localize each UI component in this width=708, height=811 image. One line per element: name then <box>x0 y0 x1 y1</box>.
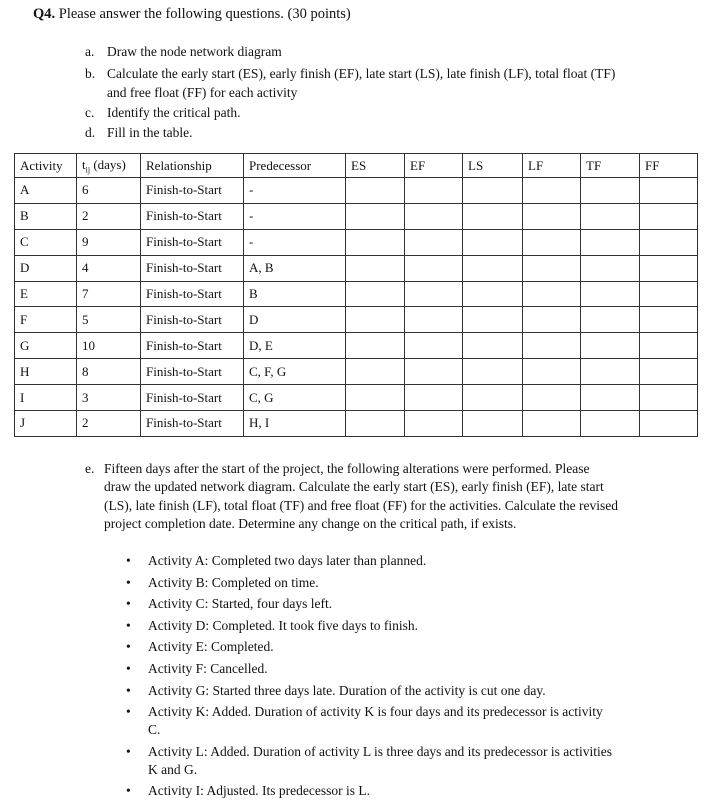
alteration-text: Activity E: Completed. <box>148 639 274 655</box>
answer-cell-es <box>346 255 405 281</box>
alteration-text: Activity D: Completed. It took five days to finish. <box>148 617 418 633</box>
table-row <box>15 203 698 229</box>
activity-cell: I <box>15 385 77 411</box>
header-ef: EF <box>405 154 463 178</box>
header-relationship: Relationship <box>141 154 244 178</box>
predecessor-cell: H, I <box>244 411 346 437</box>
alterations-list <box>126 552 618 804</box>
duration-cell: 2 <box>77 203 141 229</box>
answer-cell-ls <box>463 307 523 333</box>
subpart-marker: c. <box>85 105 95 120</box>
duration-cell: 7 <box>77 281 141 307</box>
activity-cell: B <box>15 203 77 229</box>
table-row <box>15 178 698 204</box>
activity-cell: F <box>15 307 77 333</box>
alteration-text: Activity F: Cancelled. <box>148 660 268 676</box>
answer-cell-lf <box>523 281 581 307</box>
answer-cell-ef <box>405 281 463 307</box>
answer-cell-lf <box>523 307 581 333</box>
header-predecessor: Predecessor <box>244 154 346 178</box>
answer-cell-ls <box>463 255 523 281</box>
activity-cell: E <box>15 281 77 307</box>
alteration-item <box>126 743 618 779</box>
table-row <box>15 359 698 385</box>
subpart-text: Fill in the table. <box>107 125 193 140</box>
answer-cell-ef <box>405 229 463 255</box>
header-ff: FF <box>640 154 698 178</box>
subpart-text: Calculate the early start (ES), early finish (EF), late start (LS), late finish (LF), total float (TF) and free float (FF) for each activity <box>107 66 616 100</box>
answer-cell-tf <box>581 385 640 411</box>
subpart-d <box>85 123 645 142</box>
table-row <box>15 255 698 281</box>
answer-cell-tf <box>581 281 640 307</box>
alteration-item <box>126 617 618 635</box>
predecessor-cell: D <box>244 307 346 333</box>
answer-cell-es <box>346 307 405 333</box>
duration-cell: 6 <box>77 178 141 204</box>
alteration-text: Activity L: Added. Duration of activity L is three days and its predecessor is activities K and G. <box>148 743 613 777</box>
answer-cell-ef <box>405 203 463 229</box>
predecessor-cell: B <box>244 281 346 307</box>
duration-cell: 5 <box>77 307 141 333</box>
activity-cell: A <box>15 178 77 204</box>
bullet-icon: • <box>126 682 131 698</box>
answer-cell-tf <box>581 307 640 333</box>
bullet-icon: • <box>126 704 131 720</box>
predecessor-cell: C, F, G <box>244 359 346 385</box>
bullet-icon: • <box>126 553 131 568</box>
bullet-icon: • <box>126 596 131 612</box>
answer-cell-es <box>346 333 405 359</box>
alteration-text: Activity C: Started, four days left. <box>148 596 333 612</box>
answer-cell-ls <box>463 385 523 411</box>
answer-cell-ef <box>405 307 463 333</box>
duration-cell: 2 <box>77 411 141 437</box>
header-lf: LF <box>523 154 581 178</box>
header-duration: $t_{ij}$ (days) <box>77 154 141 178</box>
subpart-b <box>85 64 645 102</box>
relationship-cell: Finish-to-Start <box>141 178 244 204</box>
duration-cell: 8 <box>77 359 141 385</box>
question-number: Q4. <box>33 6 56 22</box>
answer-cell-ls <box>463 359 523 385</box>
relationship-cell: Finish-to-Start <box>141 385 244 411</box>
predecessor-cell: - <box>244 229 346 255</box>
bullet-icon: • <box>126 783 131 799</box>
answer-cell-tf <box>581 203 640 229</box>
answer-cell-tf <box>581 359 640 385</box>
duration-cell: 9 <box>77 229 141 255</box>
answer-cell-lf <box>523 255 581 281</box>
subpart-text: Identify the critical path. <box>107 105 241 120</box>
question-title <box>33 6 351 23</box>
answer-cell-ef <box>405 411 463 437</box>
bullet-icon: • <box>126 660 131 676</box>
relationship-cell: Finish-to-Start <box>141 203 244 229</box>
relationship-cell: Finish-to-Start <box>141 281 244 307</box>
table-row <box>15 385 698 411</box>
predecessor-cell: - <box>244 203 346 229</box>
answer-cell-ef <box>405 333 463 359</box>
relationship-cell: Finish-to-Start <box>141 333 244 359</box>
bullet-icon: • <box>126 617 131 633</box>
answer-cell-tf <box>581 178 640 204</box>
answer-cell-lf <box>523 359 581 385</box>
answer-cell-ef <box>405 359 463 385</box>
answer-cell-ef <box>405 178 463 204</box>
answer-cell-tf <box>581 229 640 255</box>
alteration-text: Activity A: Completed two days later than planned. <box>148 553 427 568</box>
answer-cell-es <box>346 203 405 229</box>
answer-cell-ff <box>640 307 698 333</box>
activity-cell: D <box>15 255 77 281</box>
subpart-text: Draw the node network diagram <box>107 44 282 59</box>
answer-cell-ef <box>405 385 463 411</box>
answer-cell-ls <box>463 333 523 359</box>
answer-cell-ls <box>463 281 523 307</box>
table-row <box>15 307 698 333</box>
duration-cell: 10 <box>77 333 141 359</box>
answer-cell-ls <box>463 203 523 229</box>
alteration-item <box>126 782 618 800</box>
table-row <box>15 229 698 255</box>
answer-cell-ef <box>405 255 463 281</box>
answer-cell-es <box>346 178 405 204</box>
answer-cell-lf <box>523 229 581 255</box>
answer-cell-ff <box>640 203 698 229</box>
answer-cell-ff <box>640 359 698 385</box>
answer-cell-tf <box>581 333 640 359</box>
activity-cell: G <box>15 333 77 359</box>
answer-cell-ls <box>463 411 523 437</box>
header-tf: TF <box>581 154 640 178</box>
answer-cell-es <box>346 229 405 255</box>
answer-cell-ff <box>640 411 698 437</box>
subpart-marker: a. <box>85 44 95 59</box>
answer-cell-ff <box>640 333 698 359</box>
answer-cell-tf <box>581 255 640 281</box>
answer-cell-es <box>346 359 405 385</box>
answer-cell-lf <box>523 411 581 437</box>
activity-cell: C <box>15 229 77 255</box>
header-es: ES <box>346 154 405 178</box>
activity-cell: H <box>15 359 77 385</box>
alteration-item <box>126 660 618 678</box>
alteration-text: Activity I: Adjusted. Its predecessor is L. <box>148 783 370 799</box>
predecessor-cell: - <box>244 178 346 204</box>
bullet-icon: • <box>126 574 131 590</box>
answer-cell-es <box>346 385 405 411</box>
header-ls: LS <box>463 154 523 178</box>
subpart-marker: b. <box>85 66 96 81</box>
bullet-icon: • <box>126 639 131 655</box>
answer-cell-ff <box>640 281 698 307</box>
answer-cell-lf <box>523 385 581 411</box>
predecessor-cell: C, G <box>244 385 346 411</box>
answer-cell-ff <box>640 229 698 255</box>
answer-cell-lf <box>523 333 581 359</box>
subpart-c <box>85 103 645 122</box>
answer-cell-ls <box>463 178 523 204</box>
table-row <box>15 411 698 437</box>
relationship-cell: Finish-to-Start <box>141 359 244 385</box>
answer-cell-es <box>346 281 405 307</box>
answer-cell-ff <box>640 385 698 411</box>
predecessor-cell: D, E <box>244 333 346 359</box>
activity-table <box>14 153 698 437</box>
answer-cell-ff <box>640 178 698 204</box>
duration-cell: 4 <box>77 255 141 281</box>
alteration-item <box>126 595 618 613</box>
subpart-a <box>85 42 645 61</box>
question-text: Please answer the following questions. (30 points) <box>58 6 351 22</box>
relationship-cell: Finish-to-Start <box>141 307 244 333</box>
part-e-text: Fifteen days after the start of the project, the following alterations were performed. Please draw the updated network diagram. Calculate the early start (ES), early finish (EF), late start (LS), late finish (LF), total float (TF) and free float (FF) for the activities. Calculate the revised project completion date. Determine any change on the critical path, if exists. <box>104 461 618 531</box>
part-e-marker: e. <box>85 461 95 476</box>
relationship-cell: Finish-to-Start <box>141 255 244 281</box>
table-row <box>15 333 698 359</box>
answer-cell-tf <box>581 411 640 437</box>
table-row <box>15 281 698 307</box>
bullet-icon: • <box>126 743 131 759</box>
relationship-cell: Finish-to-Start <box>141 411 244 437</box>
predecessor-cell: A, B <box>244 255 346 281</box>
subpart-marker: d. <box>85 125 96 140</box>
alteration-item <box>126 552 618 570</box>
answer-cell-ls <box>463 229 523 255</box>
duration-cell: 3 <box>77 385 141 411</box>
activity-cell: J <box>15 411 77 437</box>
relationship-cell: Finish-to-Start <box>141 229 244 255</box>
alteration-item <box>126 574 618 592</box>
answer-cell-lf <box>523 203 581 229</box>
answer-cell-lf <box>523 178 581 204</box>
alteration-item <box>126 703 618 739</box>
alteration-text: Activity B: Completed on time. <box>148 574 319 590</box>
alteration-item <box>126 638 618 656</box>
answer-cell-ff <box>640 255 698 281</box>
alteration-item <box>126 682 618 700</box>
header-activity: Activity <box>15 154 77 178</box>
table-header-row <box>15 154 698 178</box>
alteration-text: Activity G: Started three days late. Duration of the activity is cut one day. <box>148 682 546 698</box>
alteration-text: Activity K: Added. Duration of activity K is four days and its predecessor is activity C. <box>148 704 603 738</box>
answer-cell-es <box>346 411 405 437</box>
